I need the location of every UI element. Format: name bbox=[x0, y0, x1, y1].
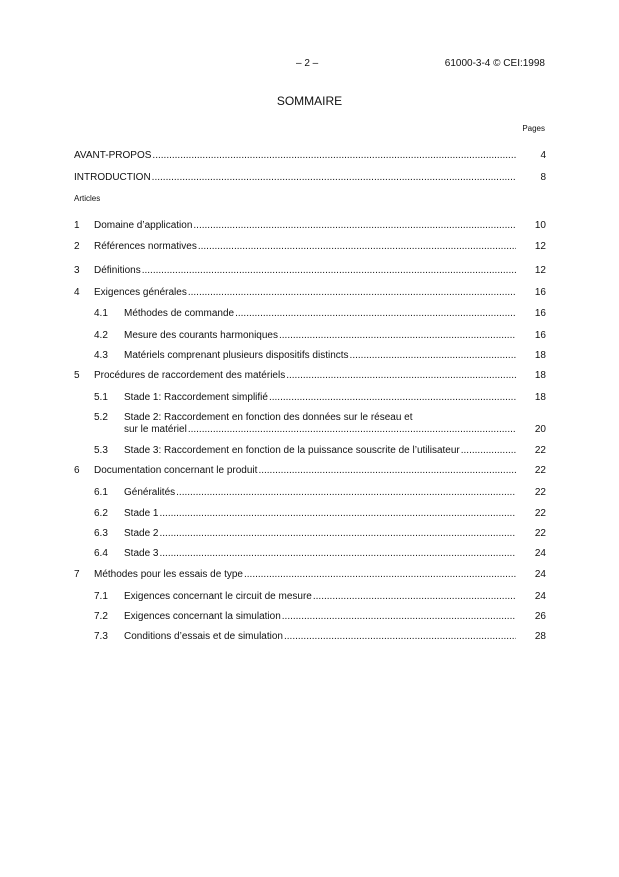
toc-entry-title: Mesure des courants harmoniques bbox=[124, 330, 278, 341]
toc-entry-6-1[interactable] bbox=[74, 485, 546, 501]
toc-entry-page: 24 bbox=[534, 569, 546, 580]
document-reference: 61000-3-4 © CEI:1998 bbox=[444, 58, 545, 69]
toc-entry-page: 16 bbox=[534, 287, 546, 298]
toc-entry-title: Documentation concernant le produit bbox=[94, 465, 258, 476]
toc-entry-number: 1 bbox=[74, 220, 80, 231]
toc-entry-title: Exigences générales bbox=[94, 287, 187, 298]
toc-entry-page: 22 bbox=[534, 445, 546, 456]
toc-entry-number: 5 bbox=[74, 370, 80, 381]
page-number: – 2 – bbox=[296, 58, 319, 69]
toc-entry-title: Définitions bbox=[94, 265, 141, 276]
toc-entry-page: 16 bbox=[534, 308, 546, 319]
toc-entry-number: 4.2 bbox=[94, 330, 108, 341]
toc-entry-page: 24 bbox=[534, 591, 546, 602]
toc-entry-page: 16 bbox=[534, 330, 546, 341]
toc-entry-number: 4.1 bbox=[94, 308, 108, 319]
toc-entry-title: Exigences concernant le circuit de mesure bbox=[124, 591, 312, 602]
toc-entry-7[interactable] bbox=[74, 567, 546, 583]
toc-entry-number: 6 bbox=[74, 465, 80, 476]
toc-entry-page: 18 bbox=[534, 370, 546, 381]
toc-entry-3[interactable] bbox=[74, 263, 546, 279]
toc-entry-page: 12 bbox=[534, 241, 546, 252]
toc-entry-number: 7.2 bbox=[94, 611, 108, 622]
toc-entry-page: 18 bbox=[534, 350, 546, 361]
toc-entry-number: 7.1 bbox=[94, 591, 108, 602]
toc-entry-5-3[interactable] bbox=[74, 443, 546, 459]
toc-entry-page: 24 bbox=[534, 548, 546, 559]
page-title: SOMMAIRE bbox=[276, 94, 343, 108]
toc-entry-7-2[interactable] bbox=[74, 609, 546, 625]
toc-entry-title: Méthodes de commande bbox=[124, 308, 235, 319]
toc-entry-title: Conditions d’essais et de simulation bbox=[124, 631, 283, 642]
toc-entry-title: Références normatives bbox=[94, 241, 197, 252]
articles-label: Articles bbox=[74, 194, 101, 203]
toc-entry-6-2[interactable] bbox=[74, 506, 546, 522]
toc-entry-page: 4 bbox=[540, 150, 546, 161]
toc-entry-title: Stade 3 bbox=[124, 548, 159, 559]
toc-entry-page: 8 bbox=[540, 172, 546, 183]
toc-entry-title: AVANT-PROPOS bbox=[74, 150, 152, 161]
toc-entry-title: INTRODUCTION bbox=[74, 172, 151, 183]
toc-entry-title: Stade 2: Raccordement en fonction des données sur le réseau et bbox=[124, 412, 413, 423]
toc-entry-title: Stade 2 bbox=[124, 528, 159, 539]
toc-entry-title: Généralités bbox=[124, 487, 176, 498]
toc-entry-introduction[interactable] bbox=[74, 170, 546, 186]
toc-entry-5-1[interactable] bbox=[74, 390, 546, 406]
toc-entry-6[interactable] bbox=[74, 463, 546, 479]
toc-entry-number: 6.2 bbox=[94, 508, 108, 519]
toc-entry-page: 26 bbox=[534, 611, 546, 622]
toc-entry-5-2[interactable] bbox=[74, 410, 546, 438]
toc-entry-title: Exigences concernant la simulation bbox=[124, 611, 281, 622]
toc-entry-number: 6.3 bbox=[94, 528, 108, 539]
toc-entry-number: 5.3 bbox=[94, 445, 108, 456]
toc-entry-4-3[interactable] bbox=[74, 348, 546, 364]
toc-entry-4[interactable] bbox=[74, 285, 546, 301]
toc-entry-number: 5.1 bbox=[94, 392, 108, 403]
toc-entry-number: 4 bbox=[74, 287, 80, 298]
toc-entry-6-4[interactable] bbox=[74, 546, 546, 562]
toc-entry-7-3[interactable] bbox=[74, 629, 546, 645]
toc-entry-page: 22 bbox=[534, 528, 546, 539]
toc-entry-4-2[interactable] bbox=[74, 328, 546, 344]
toc-entry-number: 7.3 bbox=[94, 631, 108, 642]
pages-column-label: Pages bbox=[522, 124, 545, 133]
toc-entry-title: Stade 3: Raccordement en fonction de la puissance souscrite de l’utilisateur bbox=[124, 445, 460, 456]
toc-entry-title: Matériels comprenant plusieurs dispositifs distincts bbox=[124, 350, 349, 361]
toc-entry-5[interactable] bbox=[74, 368, 546, 384]
toc-entry-number: 6.4 bbox=[94, 548, 108, 559]
toc-entry-7-1[interactable] bbox=[74, 589, 546, 605]
toc-entry-4-1[interactable] bbox=[74, 306, 546, 322]
toc-entry-page: 22 bbox=[534, 487, 546, 498]
toc-entry-page: 12 bbox=[534, 265, 546, 276]
toc-entry-number: 7 bbox=[74, 569, 80, 580]
toc-entry-title: Stade 1 bbox=[124, 508, 159, 519]
toc-entry-1[interactable] bbox=[74, 218, 546, 234]
toc-entry-title: Procédures de raccordement des matériels bbox=[94, 370, 286, 381]
toc-entry-6-3[interactable] bbox=[74, 526, 546, 542]
toc-entry-number: 3 bbox=[74, 265, 80, 276]
toc-entry-page: 22 bbox=[534, 465, 546, 476]
toc-entry-title: Méthodes pour les essais de type bbox=[94, 569, 243, 580]
toc-entry-number: 5.2 bbox=[94, 412, 108, 423]
toc-entry-page: 18 bbox=[534, 392, 546, 403]
toc-entry-number: 6.1 bbox=[94, 487, 108, 498]
toc-entry-title: Stade 1: Raccordement simplifié bbox=[124, 392, 268, 403]
toc-entry-number: 2 bbox=[74, 241, 80, 252]
toc-entry-title: Domaine d’application bbox=[94, 220, 193, 231]
toc-entry-avant-propos[interactable] bbox=[74, 148, 546, 164]
toc-entry-page: 22 bbox=[534, 508, 546, 519]
toc-entry-2[interactable] bbox=[74, 239, 546, 255]
toc-entry-number: 4.3 bbox=[94, 350, 108, 361]
toc-entry-title-continuation: sur le matériel bbox=[124, 424, 187, 435]
toc-entry-page: 28 bbox=[534, 631, 546, 642]
toc-entry-page: 10 bbox=[534, 220, 546, 231]
toc-entry-page: 20 bbox=[534, 424, 546, 435]
